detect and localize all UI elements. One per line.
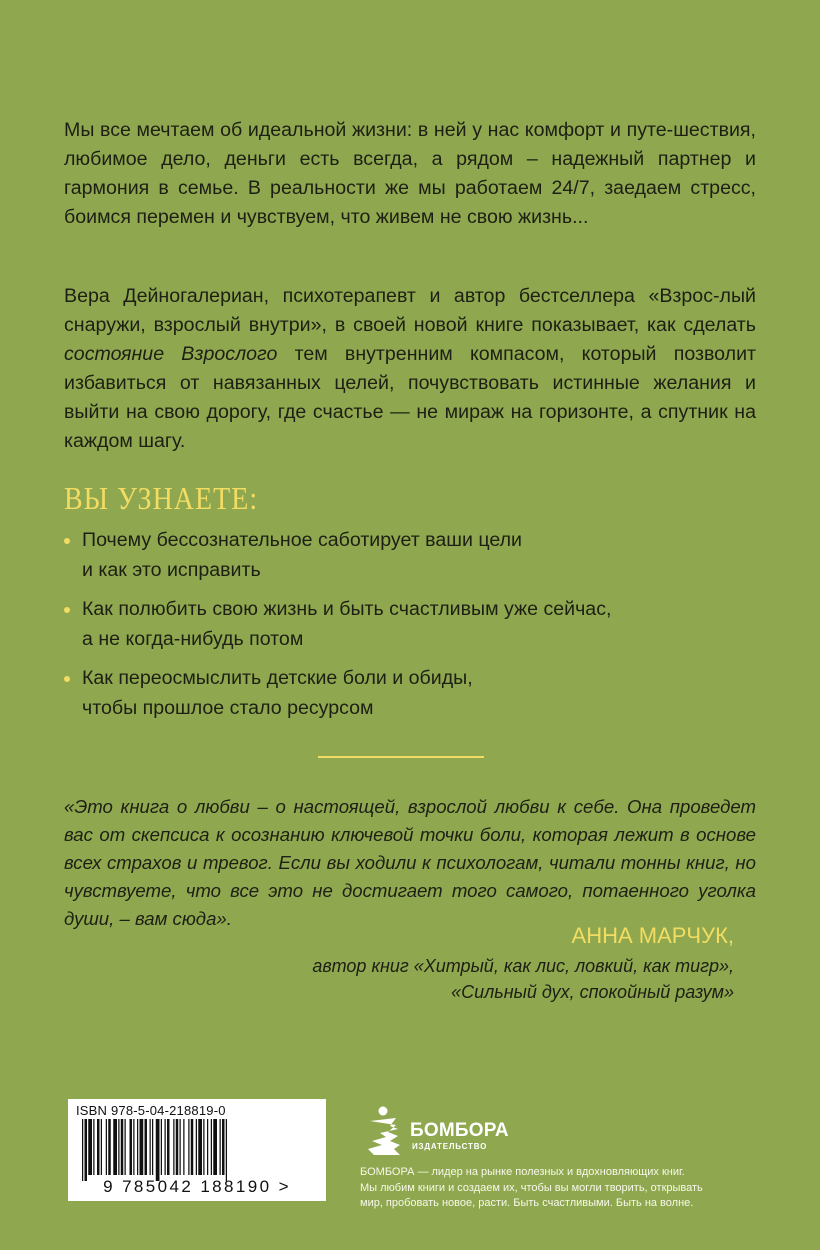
- barcode-bar: [196, 1119, 197, 1175]
- barcode-bar: [203, 1119, 204, 1175]
- barcode-bar: [85, 1119, 88, 1181]
- barcode-bar: [165, 1119, 166, 1175]
- barcode-bar: [207, 1119, 208, 1175]
- barcode-bar: [106, 1119, 107, 1175]
- learn-item: [64, 595, 764, 654]
- learn-item-line: а не когда-нибудь потом: [82, 627, 304, 650]
- publisher-line: мир, пробовать новое, расти. Быть счастливыми. Быть на волне.: [360, 1197, 694, 1209]
- barcode-bar: [191, 1119, 194, 1175]
- review-author-description: [312, 953, 734, 1005]
- barcode-bar: [108, 1119, 111, 1175]
- learn-item-line: Как полюбить свою жизнь и быть счастливым уже сейчас,: [82, 598, 612, 620]
- intro-paragraph-2: [64, 282, 756, 456]
- review-quote: «Это книга о любви – о настоящей, взрослой любви к себе. Она проведет вас от скепсиса к осознанию ключевой точки боли, которая лежит в основе всех страхов и тревог. Если вы ходили к психологам, читали тонны книг, но чувствуете, что все это не достигает того самого, потаенного уголка души, – вам сюда».: [64, 796, 756, 929]
- barcode-bar: [101, 1119, 102, 1175]
- barcode-bar: [220, 1119, 221, 1175]
- learn-item-line: Почему бессознательное саботирует ваши цели: [82, 529, 522, 551]
- learn-item-line: и как это исправить: [82, 558, 261, 581]
- author-desc-line: автор книг «Хитрый, как лис, ловкий, как тигр»,: [312, 956, 734, 976]
- intro-paragraph-2-start: Вера Дейногалериан, психотерапевт и автор бестселлера «Взрос-лый снаружи, взрослый внутри», в своей новой книге показывает, как сделать: [64, 285, 756, 336]
- learn-list: [64, 526, 764, 733]
- barcode-bar: [180, 1119, 181, 1175]
- barcode-bar: [118, 1119, 119, 1175]
- barcode-bar: [97, 1119, 100, 1175]
- bullet-dot-icon: [64, 607, 70, 613]
- barcode-bar: [130, 1119, 133, 1175]
- publisher-brand-sub: ИЗДАТЕЛЬСТВО: [412, 1142, 488, 1151]
- barcode-bar: [150, 1119, 151, 1175]
- barcode-bar: [152, 1119, 153, 1175]
- barcode-bar: [167, 1119, 170, 1175]
- barcode-bar: [211, 1119, 212, 1175]
- barcode-bar: [93, 1119, 94, 1175]
- intro-paragraph-2-end: тем внутренним компасом, который позволит избавиться от навязанных целей, почувствовать истинные желания и выйти на свою дорогу, где счастье — не мираж на горизонте, а спутник на каждом шагу.: [64, 343, 756, 452]
- barcode-bar: [140, 1119, 144, 1175]
- barcode-bar: [133, 1119, 134, 1175]
- barcode-bar: [213, 1119, 217, 1175]
- barcode-bar: [222, 1119, 225, 1175]
- barcode-bar: [188, 1119, 189, 1175]
- learn-item: [64, 526, 764, 585]
- barcode-bar: [125, 1119, 126, 1175]
- intro-paragraph-2-italic: состояние Взрослого: [64, 343, 278, 365]
- bullet-dot-icon: [64, 538, 70, 544]
- barcode-bar: [183, 1119, 184, 1175]
- barcode-icon: [72, 1119, 322, 1181]
- bullet-dot-icon: [64, 676, 70, 682]
- publisher-brand: БОМБОРА: [410, 1120, 509, 1141]
- review-author: АННА МАРЧУК,: [571, 923, 734, 948]
- publisher-description: [360, 1165, 760, 1212]
- barcode-bar: [121, 1119, 124, 1175]
- barcode-bar: [226, 1119, 227, 1181]
- author-desc-line: «Сильный дух, спокойный разум»: [451, 982, 734, 1002]
- barcode-bar: [161, 1119, 162, 1175]
- learn-item-line: Как переосмыслить детские боли и обиды,: [82, 667, 473, 689]
- barcode-bar: [137, 1119, 138, 1175]
- barcode-bar: [176, 1119, 179, 1175]
- barcode-bar: [173, 1119, 174, 1175]
- barcode-bar: [82, 1119, 83, 1181]
- bombora-logo-icon: [360, 1105, 410, 1157]
- barcode-digits: 9 785042 188190 >: [103, 1177, 291, 1196]
- learn-item-line: чтобы прошлое стало ресурсом: [82, 696, 374, 719]
- barcode-bar: [88, 1119, 92, 1175]
- publisher-line: Мы любим книги и создаем их, чтобы вы могли творить, открывать: [360, 1181, 703, 1194]
- barcode-box: [68, 1099, 326, 1201]
- section-divider: [318, 756, 484, 758]
- barcode-bar: [113, 1119, 117, 1175]
- publisher-line: БОМБОРА — лидер на рынке полезных и вдохновляющих книг.: [360, 1166, 685, 1178]
- barcode-bar: [145, 1119, 148, 1175]
- intro-paragraph-1: Мы все мечтаем об идеальной жизни: в ней у нас комфорт и путе-шествия, любимое дело, деньги есть всегда, а рядом – надежный партнер и гармония в семье. В реальности же мы работаем 24/7, заедаем стресс, боимся перемен и чувствуем, что живем не свою жизнь...: [64, 119, 756, 228]
- learn-heading: ВЫ УЗНАЕТЕ:: [64, 482, 259, 517]
- barcode-bar: [156, 1119, 160, 1181]
- isbn-label: ISBN 978-5-04-218819-0: [76, 1103, 226, 1118]
- learn-item: [64, 664, 764, 723]
- barcode-bar: [198, 1119, 202, 1175]
